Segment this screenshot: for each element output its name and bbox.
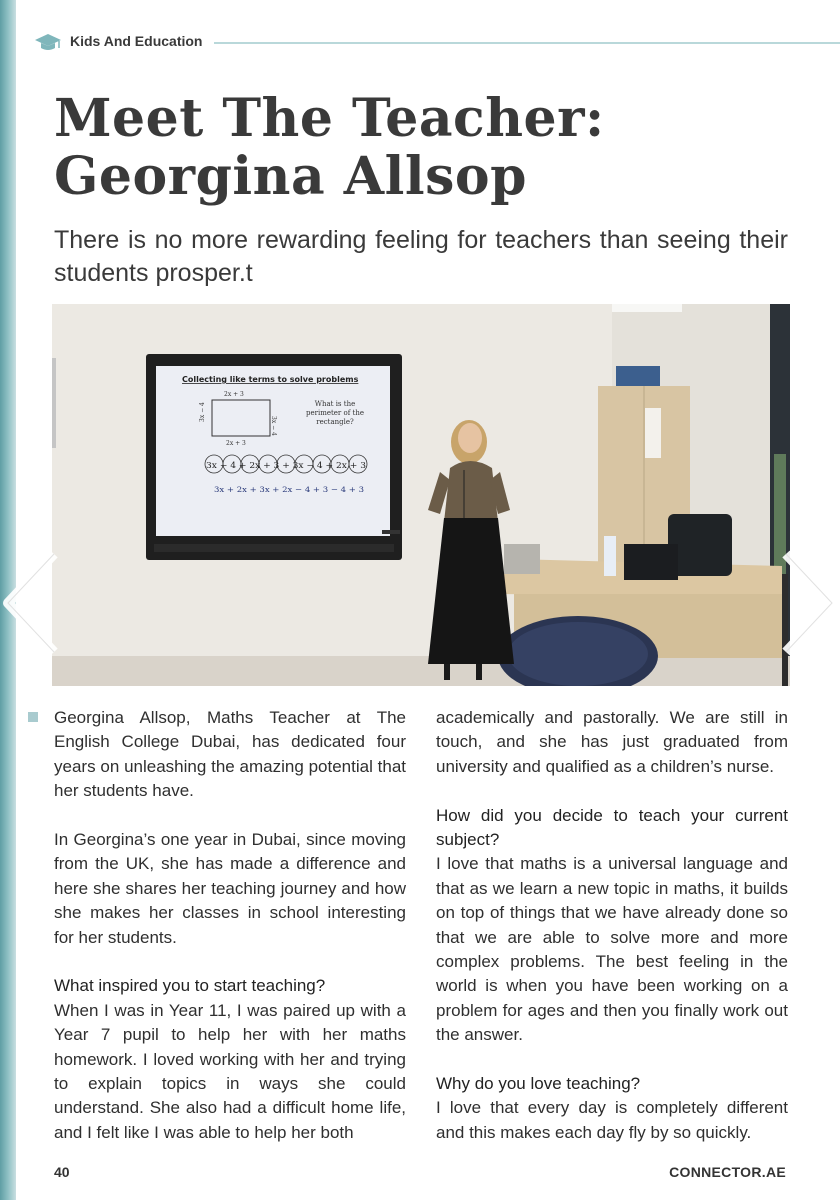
board-sum: 3x + 2x + 3x + 2x − 4 + 3 − 4 + 3 xyxy=(214,485,365,494)
board-bottom-label: 2x + 3 xyxy=(226,440,246,447)
board-right-label: 3x − 4 xyxy=(270,416,277,436)
body-column-left xyxy=(54,706,406,1145)
body-column-right xyxy=(436,706,788,1145)
question-heading: What inspired you to start teaching? xyxy=(54,976,326,996)
board-heading: Collecting like terms to solve problems xyxy=(182,375,359,384)
site-name: CONNECTOR.AE xyxy=(669,1164,786,1180)
title-line-2: Georgina Allsop xyxy=(54,146,527,207)
intro-paragraph-2: In Georgina’s one year in Dubai, since moving from the UK, she has made a difference and here she shares her teaching journey and how she makes her classes in school interesting for her students. xyxy=(54,830,406,947)
previous-page-arrow[interactable] xyxy=(0,548,60,658)
page-number: 40 xyxy=(54,1164,70,1180)
question-heading: How did you decide to teach your current subject? xyxy=(436,805,788,850)
answer-paragraph: I love that maths is a universal language and that as we learn a new topic in maths, it builds on top of things that we have already done so that we are able to solve more and more complex problems. The best feeling in the world is when you have been working on a problem for ages and then you finally work out the answer. xyxy=(436,854,788,1045)
title-line-1: Meet The Teacher: xyxy=(54,88,605,149)
answer-paragraph: When I was in Year 11, I was paired up with a Year 7 pupil to help her with her maths homework. I loved working with her and trying to explain topics in ways she could understand. She also had a difficult home life, and I felt like I was able to help her both xyxy=(54,1000,406,1142)
question-heading: Why do you love teaching? xyxy=(436,1074,641,1094)
board-terms: 3x − 4 + 2x + 3 + 3x − 4 + 2x + 3 xyxy=(206,461,366,470)
paragraph-bullet xyxy=(28,712,38,722)
intro-paragraph: Georgina Allsop, Maths Teacher at The English College Dubai, has dedicated four years on unleashing the amazing potential that her students have. xyxy=(54,708,406,801)
classroom-photo xyxy=(52,304,790,686)
board-left-label: 3x − 4 xyxy=(199,402,206,422)
section-label: Kids And Education xyxy=(70,33,203,49)
article-subtitle: There is no more rewarding feeling for teachers than seeing their students prosper.t xyxy=(54,226,788,287)
answer-paragraph-continued: academically and pastorally. We are still in touch, and she has just graduated from university and qualified as a children’s nurse. xyxy=(436,708,788,776)
article-title xyxy=(54,90,794,206)
board-question: What is the perimeter of the rectangle? xyxy=(305,400,364,426)
board-top-label: 2x + 3 xyxy=(224,391,244,398)
graduation-cap-icon xyxy=(34,32,62,52)
section-header xyxy=(34,30,840,54)
answer-paragraph: I love that every day is completely different and this makes each day fly by so quickly. xyxy=(436,1098,788,1142)
header-rule xyxy=(214,42,840,44)
next-page-arrow[interactable] xyxy=(780,548,840,658)
